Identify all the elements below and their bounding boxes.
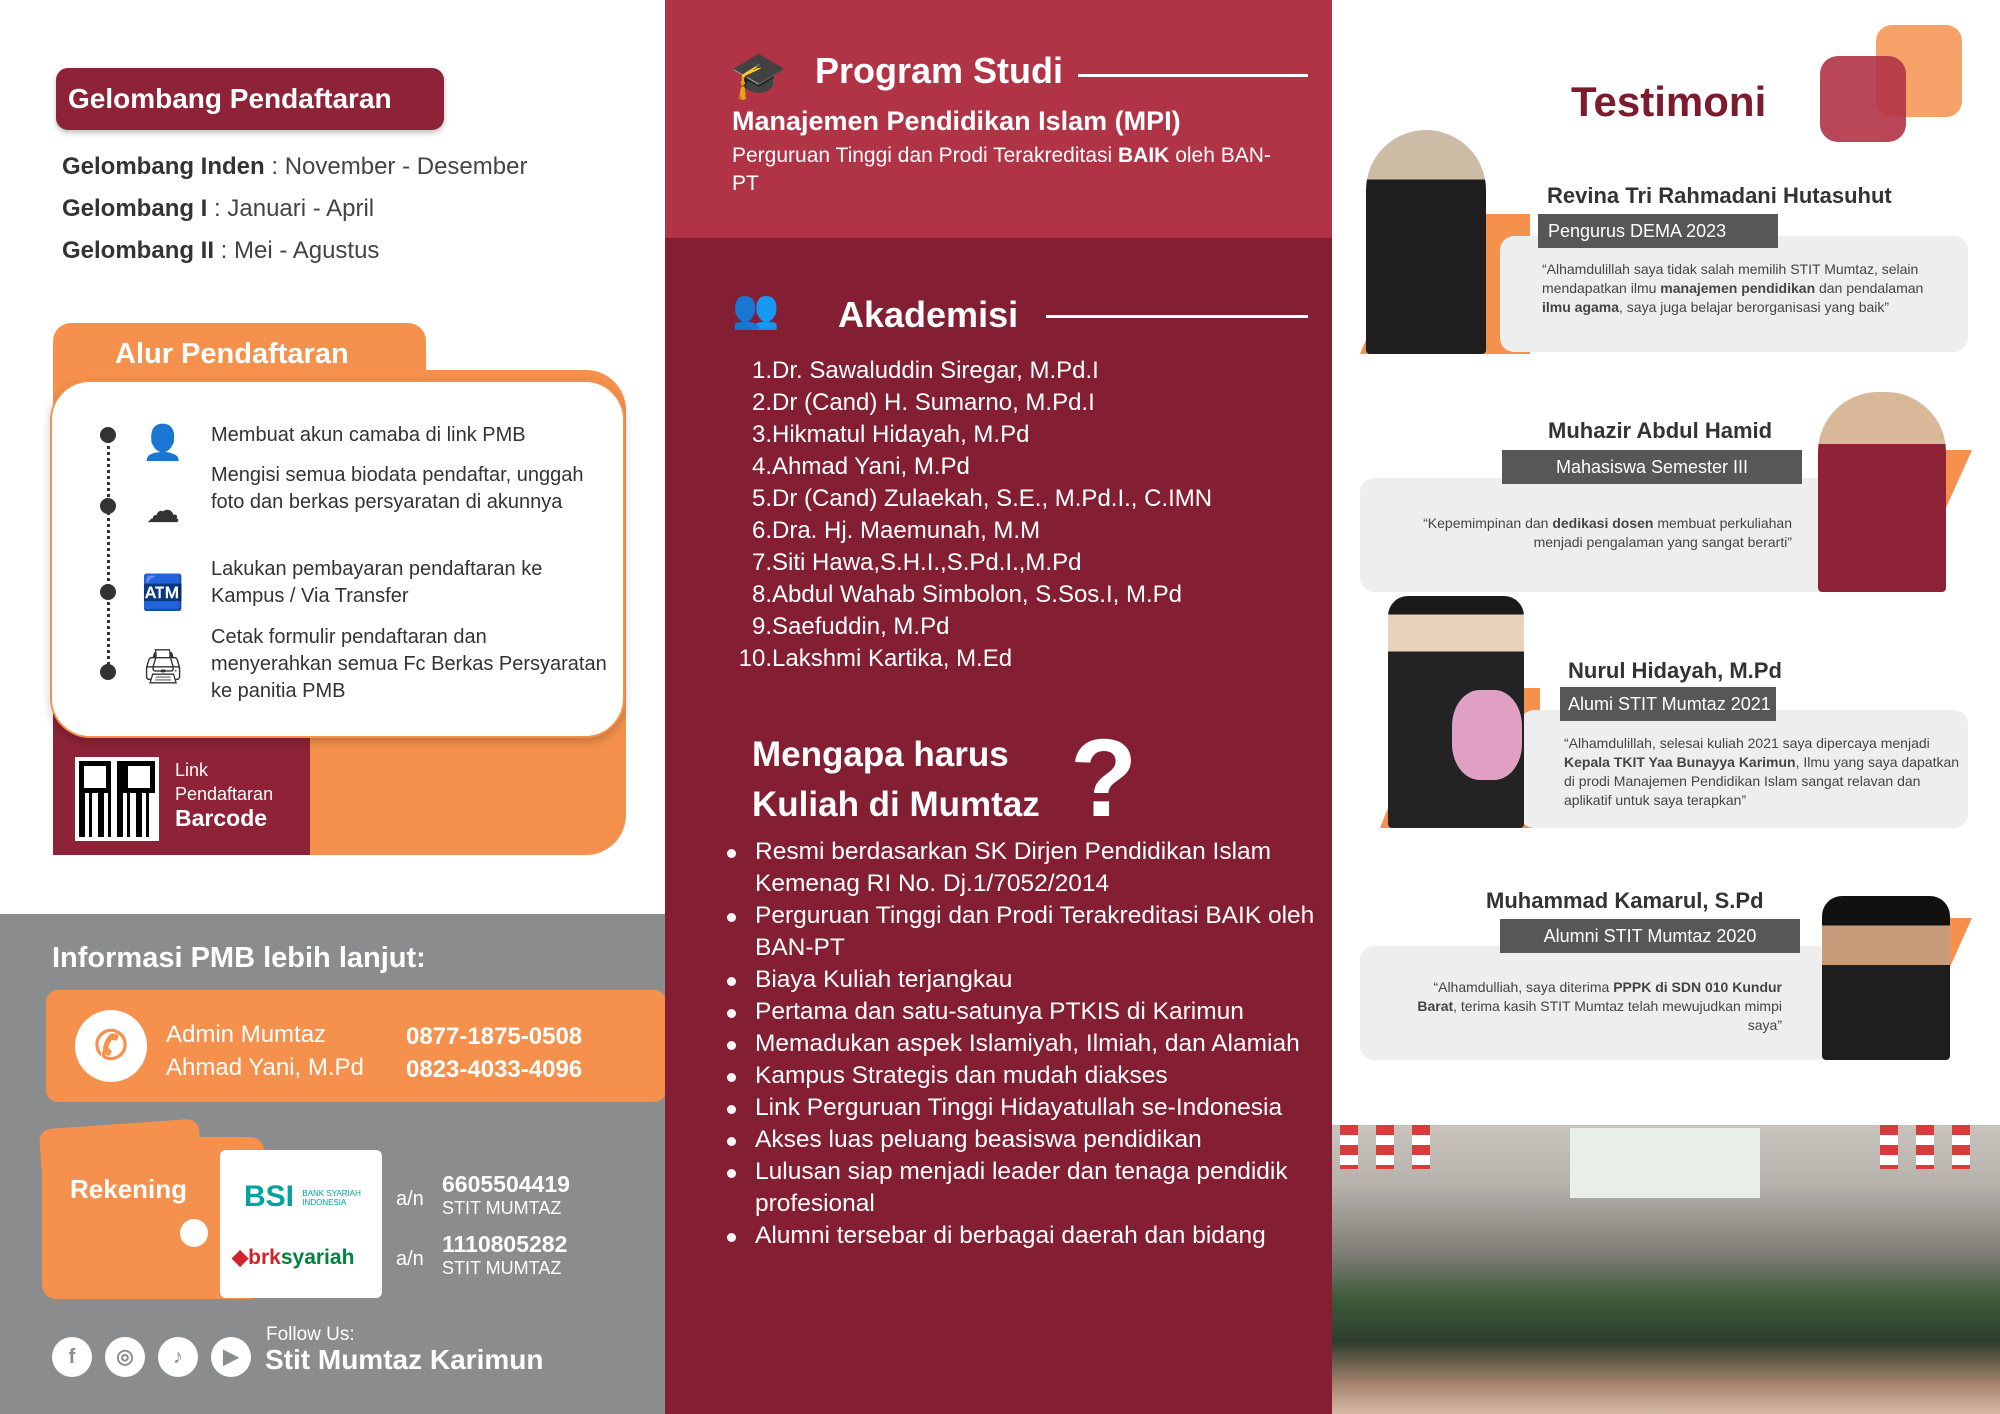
photo-decoration — [1952, 1125, 1970, 1169]
list-item: Alumni tersebar di berbagai daerah dan bidang — [725, 1220, 1325, 1252]
wallet-clasp — [180, 1219, 208, 1247]
list-item: Akses luas peluang beasiswa pendidikan — [725, 1124, 1325, 1156]
list-item: Kampus Strategis dan mudah diakses — [725, 1060, 1325, 1092]
user-gear-icon: 👤 — [141, 424, 185, 462]
testimonial-role: Mahasiswa Semester III — [1502, 450, 1802, 484]
step-dot — [100, 584, 116, 600]
step-text: Lakukan pembayaran pendaftaran ke Kampus / Via Transfer — [211, 558, 543, 607]
decor-square — [1820, 56, 1906, 142]
testimonial-name: Nurul Hidayah, M.Pd — [1568, 658, 1782, 683]
list-item: Lulusan siap menjadi leader dan tenaga pendidik profesional — [725, 1156, 1325, 1220]
bsi-logo: BSI BANK SYARIAH INDONESIA — [244, 1180, 361, 1213]
person-photo — [1822, 896, 1950, 1060]
question-mark-icon: ? — [1070, 717, 1138, 840]
follow-label: Follow Us: — [266, 1324, 355, 1345]
gelombang-row: Gelombang II : Mei - Agustus — [62, 237, 380, 264]
testimoni-title: Testimoni — [1571, 78, 1767, 125]
photo-decoration — [1880, 1125, 1898, 1169]
step-text: Mengisi semua biodata pendaftar, unggah foto dan berkas persyaratan di akunnya — [211, 464, 584, 513]
list-item: Memadukan aspek Islamiyah, Ilmiah, dan Alamiah — [725, 1028, 1325, 1060]
list-item: 1.Dr. Sawaluddin Siregar, M.Pd.I — [751, 357, 1099, 384]
list-item: 8.Abdul Wahab Simbolon, S.Sos.I, M.Pd — [751, 581, 1182, 608]
akademisi-list — [738, 355, 1213, 675]
step-dot — [100, 498, 116, 514]
an-label: a/n — [396, 1248, 424, 1270]
testimonial-name: Muhazir Abdul Hamid — [1548, 418, 1773, 443]
account-2: 1110805282 STIT MUMTAZ — [442, 1231, 568, 1278]
graduation-cap-icon: 🎓 — [730, 49, 788, 101]
list-item: 6.Dra. Hj. Maemunah, M.M — [751, 517, 1041, 544]
testimonial-quote: “Alhamdulliah, saya diterima PPPK di SDN 010 Kundur Barat, terima kasih STIT Mumtaz telah mewujudkan mimpi saya” — [1417, 979, 1782, 1033]
step-dot — [100, 664, 116, 680]
list-item: Perguruan Tinggi dan Prodi Terakreditasi BAIK oleh BAN-PT — [725, 900, 1325, 964]
list-item: 5.Dr (Cand) Zulaekah, S.E., M.Pd.I., C.IMN — [751, 485, 1213, 512]
facebook-icon[interactable]: f — [52, 1337, 92, 1377]
info-title: Informasi PMB lebih lanjut: — [52, 942, 426, 974]
list-item: 9.Saefuddin, M.Pd — [751, 613, 950, 640]
phone-number: 0823-4033-4096 — [406, 1056, 583, 1083]
photo-decoration — [1916, 1125, 1934, 1169]
reasons-list — [725, 836, 1325, 1252]
rekening-label: Rekening — [70, 1174, 188, 1204]
testimonial-quote: “Alhamdulillah saya tidak salah memilih STIT Mumtaz, selain mendapatkan ilmu manajemen pendidikan dan pendalaman ilmu agama, saya juga belajar berorganisasi yang baik” — [1542, 261, 1924, 315]
flower-bouquet — [1452, 690, 1522, 780]
photo-decoration — [1340, 1125, 1358, 1169]
list-item: 4.Ahmad Yani, M.Pd — [751, 453, 970, 480]
people-group-icon: 👥 — [732, 289, 780, 331]
brk-syariah-logo: ◆brksyariah — [232, 1246, 355, 1269]
account-1: 6605504419 STIT MUMTAZ — [442, 1171, 570, 1218]
testimonial-name: Revina Tri Rahmadani Hutasuhut — [1547, 183, 1892, 208]
list-item: Link Perguruan Tinggi Hidayatullah se-Indonesia — [725, 1092, 1325, 1124]
gelombang-row: Gelombang Inden : November - Desember — [62, 153, 528, 180]
testimonial-role: Alumni STIT Mumtaz 2020 — [1500, 919, 1800, 953]
an-label: a/n — [396, 1188, 424, 1210]
step-text: Cetak formulir pendaftaran dan menyerahkan semua Fc Berkas Persyaratan ke panitia PMB — [211, 626, 607, 702]
list-item: 10.Lakshmi Kartika, M.Ed — [738, 645, 1013, 672]
list-item: 3.Hikmatul Hidayah, M.Pd — [751, 421, 1030, 448]
gelombang-title: Gelombang Pendaftaran — [56, 68, 444, 130]
list-item: Pertama dan satu-satunya PTKIS di Karimun — [725, 996, 1325, 1028]
whatsapp-icon[interactable]: ✆ — [75, 1010, 147, 1082]
tiktok-icon[interactable]: ♪ — [158, 1337, 198, 1377]
youtube-icon[interactable]: ▶ — [211, 1337, 251, 1377]
mengapa-title: Mengapa harus Kuliah di Mumtaz — [752, 735, 1040, 824]
person-photo — [1818, 392, 1946, 592]
step-timeline — [107, 433, 110, 673]
gelombang-row: Gelombang I : Januari - April — [62, 195, 375, 222]
program-title: Program Studi — [815, 50, 1064, 91]
step-dot — [100, 427, 116, 443]
title-divider — [1078, 74, 1308, 77]
testimonial-role: Pengurus DEMA 2023 — [1538, 214, 1778, 248]
title-divider — [1046, 315, 1308, 318]
printer-icon: 🖨 — [141, 648, 185, 686]
contact-names: Admin Mumtaz Ahmad Yani, M.Pd — [166, 1021, 364, 1081]
testimonial-quote: “Alhamdulillah, selesai kuliah 2021 saya dipercaya menjadi Kepala TKIT Yaa Bunayya Karimun, Ilmu yang saya dapatkan di prodi Manajemen Pendidikan Islam sangat relavan dan aplikatif untuk saya terapkan” — [1564, 735, 1960, 808]
program-accreditation: Perguruan Tinggi dan Prodi Terakreditasi BAIK oleh BAN-PT — [732, 144, 1271, 195]
testimonial-role: Alumi STIT Mumtaz 2021 — [1560, 687, 1776, 721]
program-name: Manajemen Pendidikan Islam (MPI) — [732, 106, 1181, 136]
photo-decoration — [1376, 1125, 1394, 1169]
gelombang-list — [62, 146, 622, 272]
social-account-name[interactable]: Stit Mumtaz Karimun — [265, 1344, 544, 1375]
photo-stage-screen — [1570, 1128, 1760, 1198]
list-item: 2.Dr (Cand) H. Sumarno, M.Pd.I — [751, 389, 1095, 416]
photo-decoration — [1412, 1125, 1430, 1169]
qr-code[interactable] — [75, 757, 159, 841]
phone-number: 0877-1875-0508 — [406, 1023, 583, 1050]
step-text: Membuat akun camaba di link PMB — [211, 424, 526, 446]
cloud-upload-icon: ☁ — [146, 492, 180, 530]
person-photo — [1366, 130, 1486, 354]
qr-label: Link Pendaftaran Barcode — [175, 760, 274, 831]
bank-logos-card — [220, 1150, 382, 1298]
list-item: 7.Siti Hawa,S.H.I.,S.Pd.I.,M.Pd — [751, 549, 1082, 576]
akademisi-title: Akademisi — [838, 294, 1019, 335]
instagram-icon[interactable]: ◎ — [105, 1337, 145, 1377]
contact-numbers[interactable] — [406, 1020, 582, 1086]
alur-title: Alur Pendaftaran — [53, 323, 426, 383]
testimonial-quote: “Kepemimpinan dan dedikasi dosen membuat perkuliahan menjadi pengalaman yang sangat berarti” — [1423, 515, 1792, 550]
atm-icon: 🏧 — [141, 574, 185, 612]
testimonial-name: Muhammad Kamarul, S.Pd — [1486, 888, 1764, 913]
list-item: Biaya Kuliah terjangkau — [725, 964, 1325, 996]
list-item: Resmi berdasarkan SK Dirjen Pendidikan Islam Kemenag RI No. Dj.1/7052/2014 — [725, 836, 1325, 900]
